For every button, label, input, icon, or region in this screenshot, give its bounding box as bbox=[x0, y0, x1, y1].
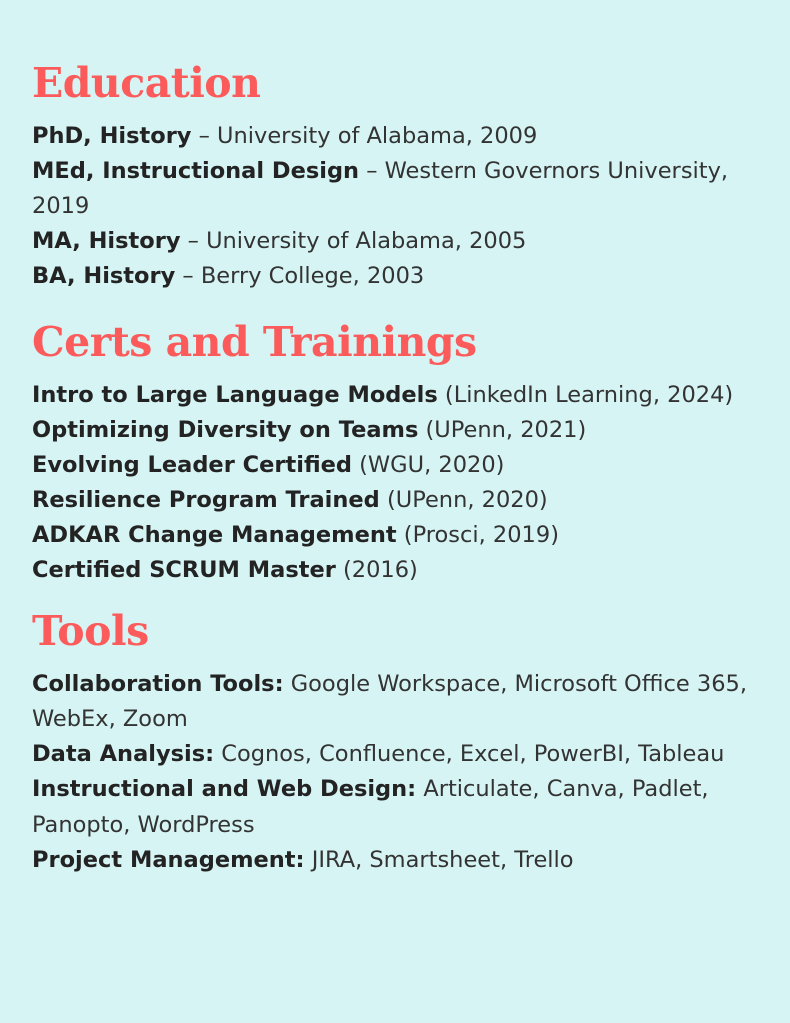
entry-detail: Articulate, Canva, Padlet, Panopto, WordPress bbox=[32, 776, 709, 838]
entry-detail: – University of Alabama, 2005 bbox=[180, 228, 527, 255]
list-item bbox=[32, 553, 756, 588]
list-item bbox=[32, 737, 756, 772]
section-title-certs-and-trainings: Certs and Trainings bbox=[32, 317, 477, 366]
entry-detail: Google Workspace, Microsoft Office 365, WebEx, Zoom bbox=[32, 671, 747, 733]
list-item bbox=[32, 378, 756, 413]
entry-label: Optimizing Diversity on Teams bbox=[32, 416, 419, 443]
entry-detail: (WGU, 2020) bbox=[352, 451, 505, 478]
list-item bbox=[32, 119, 756, 154]
entry-detail: (LinkedIn Learning, 2024) bbox=[437, 381, 734, 408]
entry-detail: – Western Governors University, 2019 bbox=[32, 158, 729, 220]
entry-label: Data Analysis: bbox=[32, 741, 215, 768]
entry-detail: – Berry College, 2003 bbox=[175, 263, 425, 290]
education-entry-list bbox=[32, 119, 756, 294]
entry-detail: (UPenn, 2021) bbox=[418, 416, 587, 443]
entry-label: Certified SCRUM Master bbox=[32, 557, 336, 584]
entry-label: PhD, History bbox=[32, 123, 192, 150]
list-item bbox=[32, 772, 756, 842]
entry-detail: Cognos, Confluence, Excel, PowerBI, Tableau bbox=[214, 741, 725, 768]
certs-entry-list bbox=[32, 378, 756, 589]
entry-label: Collaboration Tools: bbox=[32, 671, 284, 698]
section-title-tools: Tools bbox=[32, 607, 149, 656]
list-item bbox=[32, 154, 756, 224]
entry-label: Intro to Large Language Models bbox=[32, 381, 438, 408]
entry-label: ADKAR Change Management bbox=[32, 521, 397, 548]
entry-label: Evolving Leader Certified bbox=[32, 451, 352, 478]
list-item bbox=[32, 224, 756, 259]
entry-label: MEd, Instructional Design bbox=[32, 158, 360, 185]
entry-label: BA, History bbox=[32, 263, 176, 290]
list-item bbox=[32, 413, 756, 448]
entry-detail: (2016) bbox=[335, 557, 418, 584]
list-item bbox=[32, 259, 756, 294]
list-item bbox=[32, 483, 756, 518]
section-title-education: Education bbox=[32, 59, 261, 107]
list-item bbox=[32, 518, 756, 553]
tools-entry-list bbox=[32, 667, 756, 878]
entry-detail: JIRA, Smartsheet, Trello bbox=[304, 846, 574, 873]
list-item bbox=[32, 448, 756, 483]
entry-label: Project Management: bbox=[32, 846, 305, 873]
section-education bbox=[32, 59, 756, 295]
entry-detail: – University of Alabama, 2009 bbox=[191, 123, 538, 150]
section-tools bbox=[32, 607, 756, 878]
entry-label: MA, History bbox=[32, 228, 181, 255]
entry-detail: (UPenn, 2020) bbox=[379, 486, 548, 513]
list-item bbox=[32, 843, 756, 878]
section-certs-and-trainings bbox=[32, 317, 756, 589]
list-item bbox=[32, 667, 756, 737]
entry-label: Instructional and Web Design: bbox=[32, 776, 417, 803]
entry-detail: (Prosci, 2019) bbox=[396, 521, 559, 548]
entry-label: Resilience Program Trained bbox=[32, 486, 380, 513]
